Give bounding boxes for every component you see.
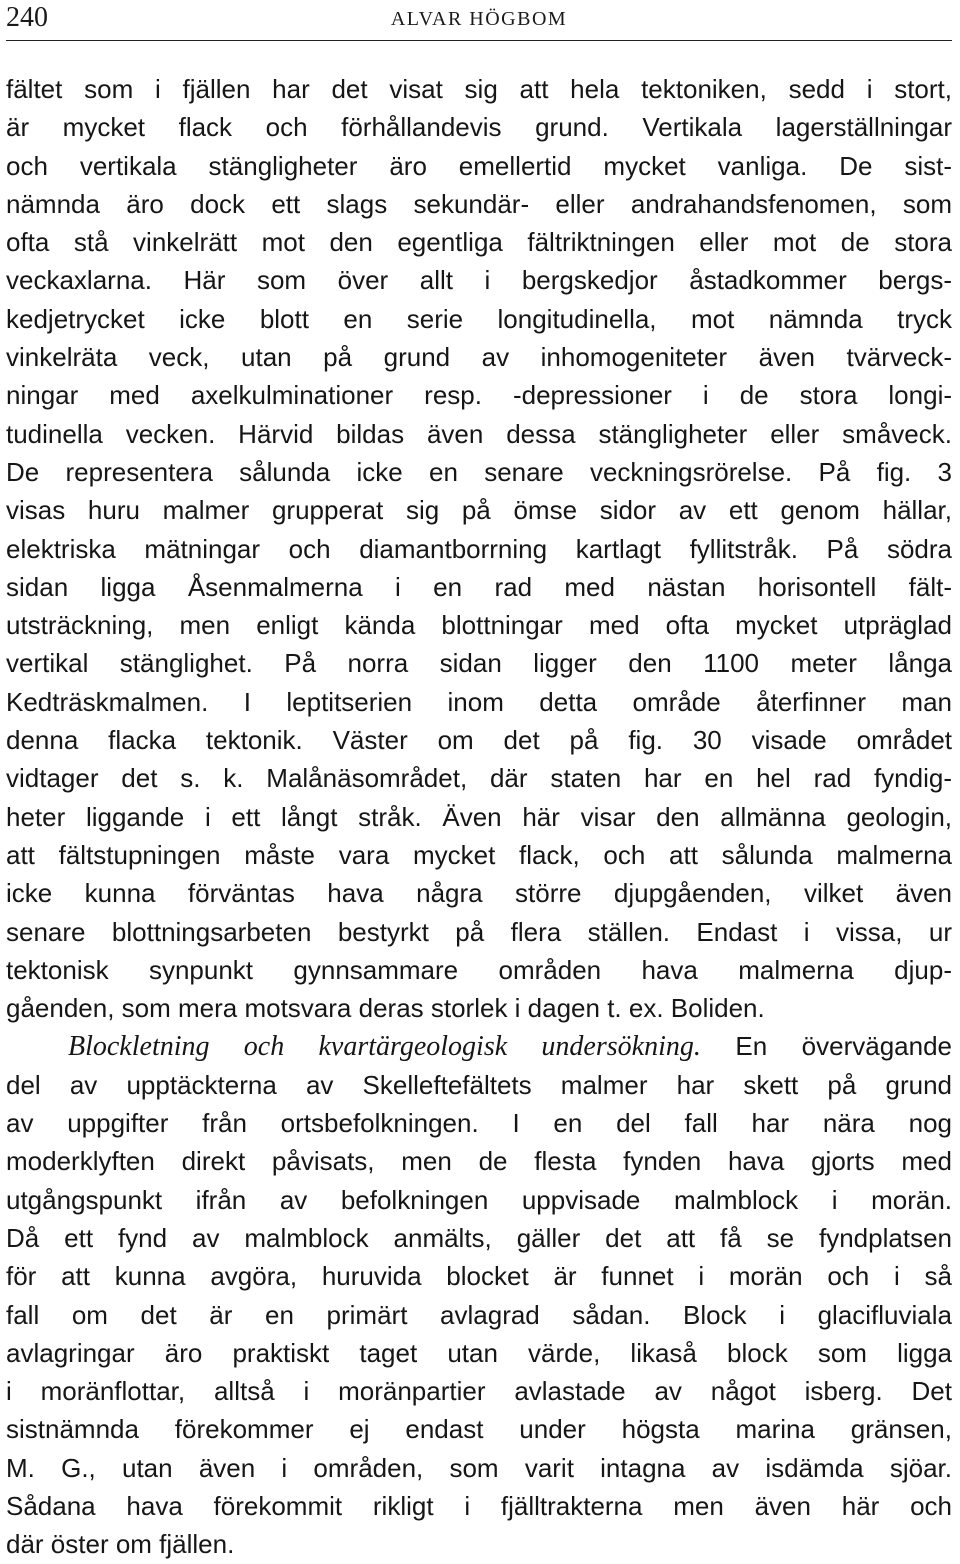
text-line: där öster om fjällen. — [6, 1529, 235, 1560]
text-line: utsträckning, men enligt kända blottningar med ofta mycket utpräglad — [6, 610, 952, 641]
text-line: senare blottningsarbeten bestyrkt på flera ställen. Endast i vissa, ur — [6, 916, 952, 947]
text-line: vertikal stänglighet. På norra sidan ligger den 1100 meter långa — [6, 648, 952, 679]
text-line: tudinella vecken. Härvid bildas även dessa stängligheter eller småveck. — [6, 418, 952, 449]
text-line: vinkelräta veck, utan på grund av inhomogeniteter även tvärveck- — [6, 342, 952, 373]
text-line: M. G., utan även i områden, som varit intagna av isdämda sjöar. — [6, 1452, 952, 1483]
running-head: ALVAR HÖGBOM — [390, 8, 568, 30]
text-line: av uppgifter från ortsbefolkningen. I en del fall har nära nog — [6, 1108, 952, 1139]
page-number: 240 — [6, 2, 48, 33]
text-line: vidtager det s. k. Malånäsområdet, där staten har en hel rad fyndig- — [6, 763, 952, 794]
text-line: fall om det är en primärt avlagrad sådan. Block i glacifluviala — [6, 1299, 952, 1330]
text-line: i moränflottar, alltså i moränpartier avlastade av något isberg. Det — [6, 1376, 952, 1407]
text-line: heter liggande i ett långt stråk. Även här visar den allmänna geologin, — [6, 801, 952, 832]
text-line: utgångspunkt ifrån av befolkningen uppvisade malmblock i morän. — [6, 1184, 952, 1215]
text-line: denna flacka tektonik. Väster om det på fig. 30 visade området — [6, 725, 952, 756]
text-line: sidan ligga Åsenmalmerna i en rad med nästan horisontell fält- — [6, 571, 952, 602]
text-line: veckaxlarna. Här som över allt i bergskedjor åstadkommer bergs- — [6, 265, 952, 296]
section-first-line-text: En övervägande — [735, 1031, 952, 1062]
text-line: moderklyften direkt påvisats, men de flesta fynden hava gjorts med — [6, 1146, 952, 1177]
text-line: kedjetrycket icke blott en serie longitudinella, mot nämnda tryck — [6, 303, 952, 334]
text-line: för att kunna avgöra, huruvida blocket är funnet i morän och i så — [6, 1261, 952, 1292]
text-line: tektonisk synpunkt gynnsammare områden hava malmerna djup- — [6, 954, 952, 985]
text-line: Då ett fynd av malmblock anmälts, gäller det att få se fyndplatsen — [6, 1222, 952, 1253]
body-text — [6, 70, 952, 1564]
section-first-line — [6, 1027, 952, 1065]
text-line: Sådana hava förekommit rikligt i fjälltrakterna men även här och — [6, 1490, 952, 1521]
text-line: nämnda äro dock ett slags sekundär- eller andrahandsfenomen, som — [6, 188, 952, 219]
text-line: elektriska mätningar och diamantborrning kartlagt fyllitstråk. På södra — [6, 533, 952, 564]
text-line: ningar med axelkulminationer resp. -depressioner i de stora longi- — [6, 380, 952, 411]
text-line: avlagringar äro praktiskt taget utan värde, likaså block som ligga — [6, 1337, 952, 1368]
text-line: sistnämnda förekommer ej endast under högsta marina gränsen, — [6, 1414, 952, 1445]
text-line: och vertikala stängligheter äro emellertid mycket vanliga. De sist- — [6, 150, 952, 181]
text-line: fältet som i fjällen har det visat sig att hela tektoniken, sedd i stort, — [6, 74, 952, 104]
page-header — [6, 0, 952, 41]
text-line: Kedträskmalmen. I leptitserien inom detta område återfinner man — [6, 686, 952, 717]
text-line: del av upptäckterna av Skelleftefältets malmer har skett på grund — [6, 1069, 952, 1100]
text-line: visas huru malmer grupperat sig på ömse sidor av ett genom hällar, — [6, 495, 952, 526]
text-line: icke kunna förväntas hava några större djupgåenden, vilket även — [6, 878, 952, 909]
text-line: De representera sålunda icke en senare veckningsrörelse. På fig. 3 — [6, 456, 952, 487]
text-line: att fältstupningen måste vara mycket flack, och att sålunda malmerna — [6, 839, 952, 870]
section-heading: Blockletning och kvartärgeologisk undersökning. — [68, 1031, 701, 1063]
text-line: är mycket flack och förhållandevis grund. Vertikala lagerställningar — [6, 112, 952, 143]
text-line: ofta stå vinkelrätt mot den egentliga fältriktningen eller mot de stora — [6, 227, 952, 258]
text-line: gåenden, som mera motsvara deras storlek i dagen t. ex. Boliden. — [6, 993, 765, 1024]
